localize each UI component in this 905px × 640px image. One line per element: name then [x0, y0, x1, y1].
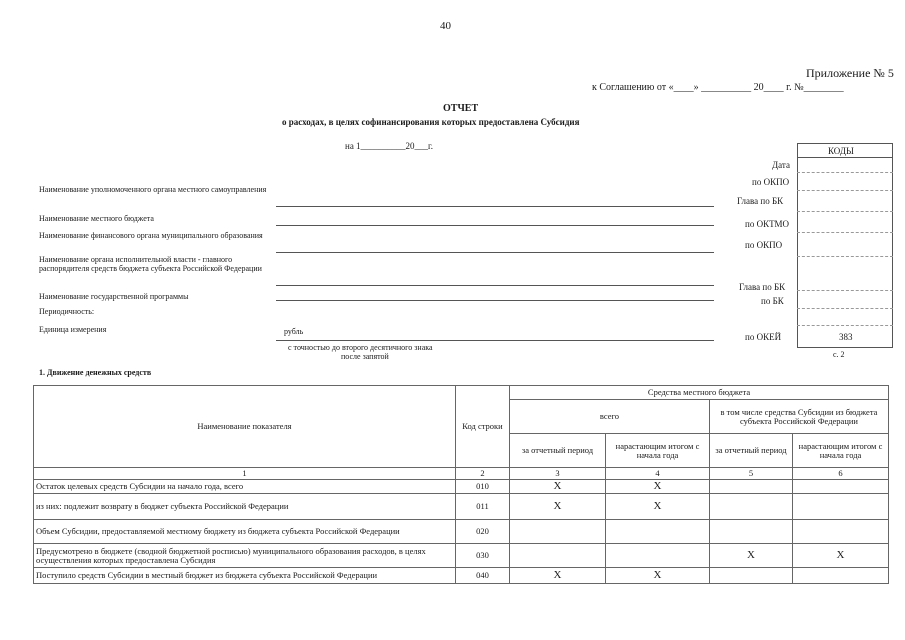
row-cell[interactable]	[793, 520, 889, 544]
row-name: из них: подлежит возврату в бюджет субъекта Российской Федерации	[34, 494, 456, 520]
glava-bk-label: Глава по БК	[737, 196, 784, 206]
row-cell[interactable]: X	[606, 480, 710, 494]
agreement-reference: к Соглашению от «____» __________ 20____ г. №________	[592, 82, 844, 93]
col-total-header: всего	[510, 400, 710, 434]
row-cell[interactable]	[793, 480, 889, 494]
okei-label: по ОКЕЙ	[745, 332, 782, 342]
row-cell[interactable]	[510, 544, 606, 568]
row-cell[interactable]: X	[793, 544, 889, 568]
table-row	[34, 494, 889, 520]
row-cell[interactable]	[710, 520, 793, 544]
report-date: на 1__________20___г.	[345, 141, 433, 151]
row-code: 030	[456, 544, 510, 568]
oktmo-label: по ОКТМО	[745, 219, 789, 229]
col-num-4: 4	[606, 468, 710, 480]
row-code: 010	[456, 480, 510, 494]
row-cell[interactable]	[510, 520, 606, 544]
table-row	[34, 480, 889, 494]
budget-label: Наименование местного бюджета	[39, 214, 154, 223]
section-title: 1. Движение денежных средств	[39, 368, 152, 377]
row-cell[interactable]	[606, 520, 710, 544]
column-number-row	[34, 468, 889, 480]
row-cell[interactable]	[710, 494, 793, 520]
row-cell[interactable]: X	[606, 568, 710, 584]
finance-body-label: Наименование финансового органа муниципального образования	[39, 231, 263, 240]
col-num-6: 6	[793, 468, 889, 480]
program-label: Наименование государственной программы	[39, 292, 189, 301]
unit-note-1: с точностью до второго десятичного знака	[288, 343, 433, 352]
page-reference: с. 2	[833, 350, 845, 359]
col-cumulative2-header: нарастающим итогом с начала года	[793, 434, 889, 468]
executive-body-label: Наименование органа исполнительной власти - главного распорядителя средств бюджета субъекта Российской Федерации	[39, 255, 262, 273]
program-field-line[interactable]	[276, 300, 714, 301]
page-number: 40	[440, 20, 451, 32]
col-subsidy-header: в том числе средства Субсидии из бюджета субъекта Российской Федерации	[710, 400, 889, 434]
date-label: Дата	[772, 160, 790, 170]
unit-value: рубль	[284, 327, 304, 336]
row-cell[interactable]: X	[510, 568, 606, 584]
budget-field-line[interactable]	[276, 225, 714, 226]
row-cell[interactable]: X	[510, 480, 606, 494]
row-cell[interactable]	[606, 544, 710, 568]
col-cumulative-header: нарастающим итогом с начала года	[606, 434, 710, 468]
col-code-header: Код строки	[456, 386, 510, 468]
row-name: Предусмотрено в бюджете (сводной бюджетной росписью) муниципального образования расходов, в целях осуществления которых предоставлена Субсидия	[34, 544, 456, 568]
unit-label: Единица измерения	[39, 325, 107, 334]
row-cell[interactable]	[710, 568, 793, 584]
okpo-label: по ОКПО	[752, 177, 790, 187]
row-cell[interactable]: X	[710, 544, 793, 568]
col-num-1: 1	[34, 468, 456, 480]
row-name: Поступило средств Субсидии в местный бюджет из бюджета субъекта Российской Федерации	[34, 568, 456, 584]
row-cell[interactable]	[793, 568, 889, 584]
col-num-3: 3	[510, 468, 606, 480]
authority-field-line[interactable]	[276, 206, 714, 207]
authority-label: Наименование уполномоченного органа местного самоуправления	[39, 185, 267, 194]
periodicity-label: Периодичность:	[39, 307, 95, 316]
row-cell[interactable]	[710, 480, 793, 494]
okpo2-label: по ОКПО	[745, 240, 783, 250]
table-row	[34, 568, 889, 584]
row-cell[interactable]: X	[510, 494, 606, 520]
row-code: 011	[456, 494, 510, 520]
report-title: ОТЧЕТ	[443, 103, 479, 114]
row-cell[interactable]	[793, 494, 889, 520]
cash-flow-table	[33, 385, 889, 584]
table-row	[34, 520, 889, 544]
finance-body-field-line[interactable]	[276, 252, 714, 253]
okei-code-value: 383	[839, 332, 853, 342]
col-period2-header: за отчетный период	[710, 434, 793, 468]
row-code: 040	[456, 568, 510, 584]
col-num-5: 5	[710, 468, 793, 480]
executive-body-field-line[interactable]	[276, 285, 714, 286]
row-name: Остаток целевых средств Субсидии на начало года, всего	[34, 480, 456, 494]
row-code: 020	[456, 520, 510, 544]
col-period-header: за отчетный период	[510, 434, 606, 468]
appendix-label: Приложение № 5	[806, 66, 894, 80]
report-subtitle: о расходах, в целях софинансирования которых предоставлена Субсидия	[282, 117, 580, 127]
row-name: Объем Субсидии, предоставляемой местному бюджету из бюджета субъекта Российской Федерации	[34, 520, 456, 544]
bk-label: по БК	[761, 296, 784, 306]
codes-header: КОДЫ	[828, 146, 854, 156]
col-group-header: Средства местного бюджета	[510, 386, 889, 400]
row-cell[interactable]: X	[606, 494, 710, 520]
table-row	[34, 544, 889, 568]
col-name-header: Наименование показателя	[34, 386, 456, 468]
unit-note-2: после запятой	[341, 352, 389, 361]
glava-bk2-label: Глава по БК	[739, 282, 786, 292]
unit-field-line	[276, 340, 714, 341]
col-num-2: 2	[456, 468, 510, 480]
